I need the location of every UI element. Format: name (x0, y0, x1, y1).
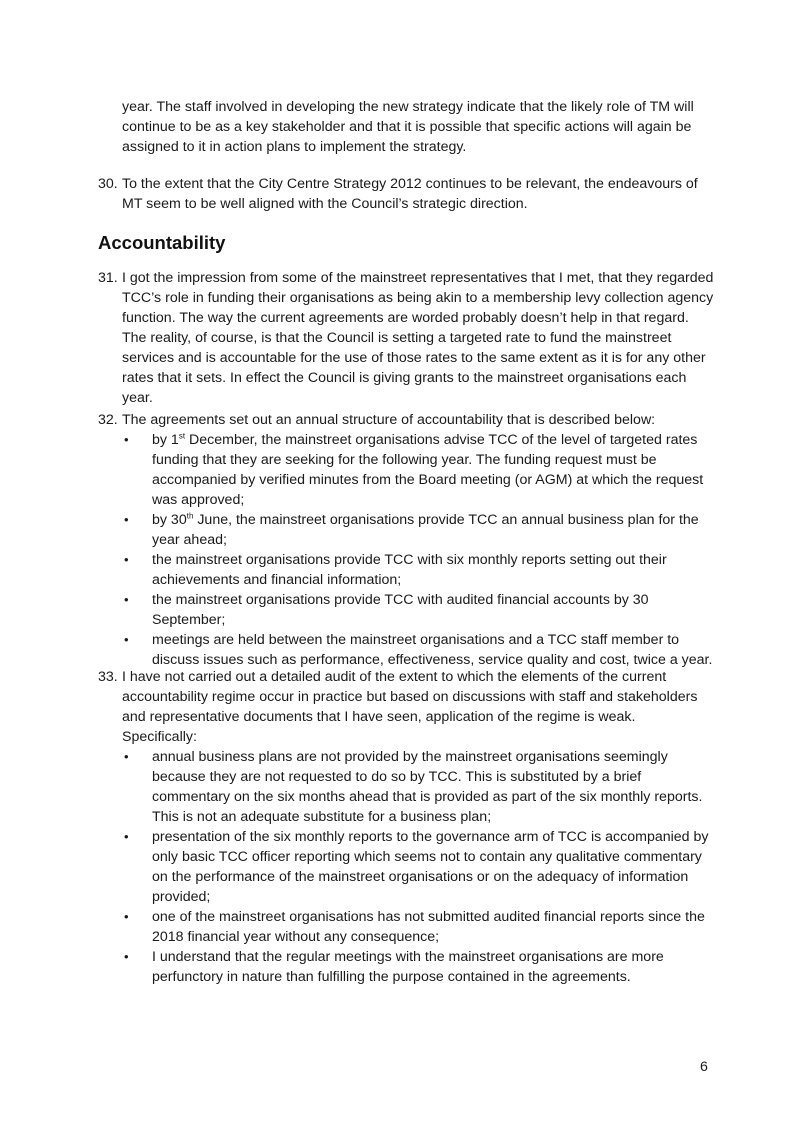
paragraph-33 (98, 667, 714, 987)
continuation-paragraph: year. The staff involved in developing the new strategy indicate that the likely role of TM will continue to be as a key stakeholder and that it is possible that specific actions will again be assigned to it in action plans to implement the strategy. (122, 99, 694, 155)
bullet-icon: • (124, 432, 129, 447)
paragraph-number: 33. (98, 669, 118, 685)
paragraph-number: 30. (98, 176, 118, 192)
list-item: • the mainstreet organisations provide TCC with six monthly reports setting out their achievements and financial information; (124, 552, 667, 588)
bullet-icon: • (124, 909, 129, 924)
paragraph-text: I got the impression from some of the mainstreet representatives that I met, that they regarded TCC’s role in funding their organisations as being akin to a membership levy collection agency function. The way the current agreements are worded probably doesn’t help in that regard. The reality, of course, is that the Council is setting a targeted rate to fund the mainstreet services and is accountable for the use of those rates to the same extent as it is for any other rates that it sets. In effect the Council is giving grants to the mainstreet organisations each year. (122, 270, 714, 406)
bullet-list (122, 430, 714, 670)
list-item: • presentation of the six monthly reports to the governance arm of TCC is accompanied by only basic TCC officer reporting which seems not to contain any qualitative commentary on the performance of the mainstreet organisations or on the adequacy of information provided; (124, 829, 709, 905)
bullet-icon: • (124, 512, 129, 527)
bullet-icon: • (124, 552, 129, 567)
bullet-list (122, 747, 714, 987)
bullet-icon: • (124, 749, 129, 764)
page-number: 6 (700, 1059, 708, 1075)
paragraph-text: I have not carried out a detailed audit of the extent to which the elements of the current accountability regime occur in practice but based on discussions with staff and stakeholders and representative documents that I have seen, application of the regime is weak. Specifically: (122, 669, 698, 745)
list-item: • by 30th June, the mainstreet organisations provide TCC an annual business plan for the year ahead; (124, 511, 699, 548)
paragraph-number: 31. (98, 270, 118, 286)
list-item: • I understand that the regular meetings with the mainstreet organisations are more perfunctory in nature than fulfilling the purpose contained in the agreements. (124, 949, 664, 985)
bullet-icon: • (124, 632, 129, 647)
paragraph-32 (98, 410, 714, 670)
paragraph-31 (98, 268, 714, 408)
section-heading: Accountability (98, 232, 226, 253)
list-item: • one of the mainstreet organisations has not submitted audited financial reports since the 2018 financial year without any consequence; (124, 909, 705, 945)
list-item: • meetings are held between the mainstreet organisations and a TCC staff member to discuss issues such as performance, effectiveness, service quality and cost, twice a year. (124, 632, 713, 668)
bullet-icon: • (124, 829, 129, 844)
bullet-icon: • (124, 592, 129, 607)
list-item: • the mainstreet organisations provide TCC with audited financial accounts by 30 September; (124, 592, 649, 628)
paragraph-text: The agreements set out an annual structure of accountability that is described below: (122, 412, 656, 428)
paragraph-text: To the extent that the City Centre Strategy 2012 continues to be relevant, the endeavours of MT seem to be well aligned with the Council’s strategic direction. (122, 176, 698, 212)
bullet-icon: • (124, 949, 129, 964)
list-item: • annual business plans are not provided by the mainstreet organisations seemingly because they are not requested to do so by TCC. This is substituted by a brief commentary on the six months ahead that is provided as part of the six monthly reports. This is not an adequate substitute for a business plan; (124, 749, 703, 825)
paragraph-number: 32. (98, 412, 118, 428)
list-item: • by 1st December, the mainstreet organisations advise TCC of the level of targeted rates funding that they are seeking for the following year. The funding request must be accompanied by verified minutes from the Board meeting (or AGM) at which the request was approved; (124, 431, 704, 508)
paragraph-30 (98, 174, 714, 214)
